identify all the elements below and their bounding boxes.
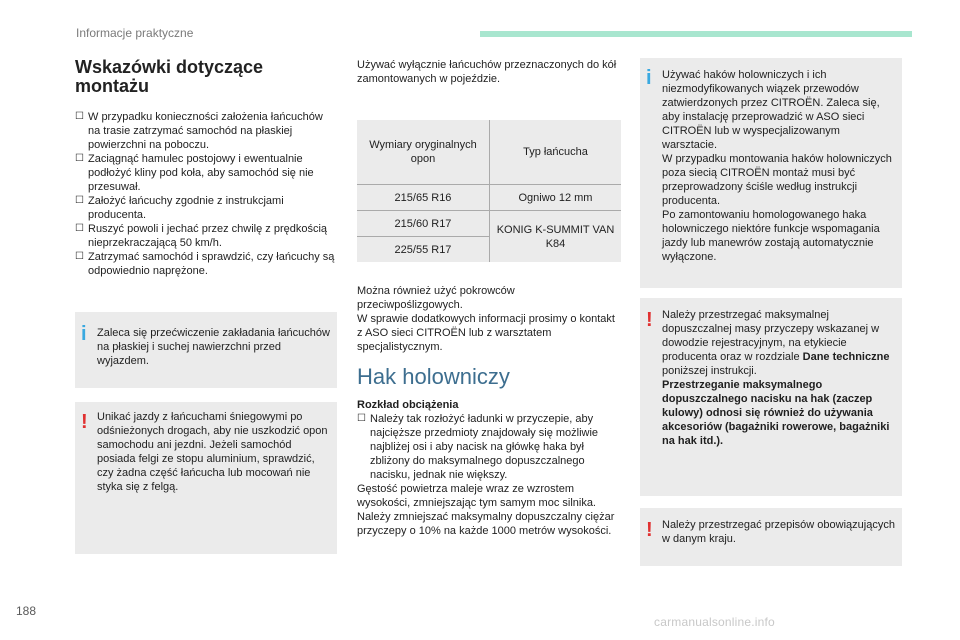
info-box-text: Zaleca się przećwiczenie zakładania łańcuchów na płaskiej i suchej nawierzchni przed wyjazdem.	[97, 327, 330, 367]
checkbox-icon: ☐	[75, 153, 84, 164]
checkbox-icon: ☐	[357, 413, 366, 424]
header-accent-bar	[480, 31, 912, 37]
list-item: ☐ Ruszyć powoli i jechać przez chwilę z prędkością nieprzekraczającą 50 km/h.	[75, 223, 328, 249]
checkbox-icon: ☐	[75, 195, 84, 206]
list-item: ☐ W przypadku konieczności założenia łańcuchów na trasie zatrzymać samochód na płaskiej powierzchni na poboczu.	[75, 111, 323, 151]
table-row: 225/55 R17	[357, 237, 621, 263]
watermark: carmanualsonline.info	[654, 615, 775, 629]
heading-line-2: montażu	[75, 76, 149, 96]
load-distribution-section	[357, 398, 621, 538]
heading-line-1: Wskazówki dotyczące	[75, 57, 264, 77]
list-item: ☐ Zaciągnąć hamulec postojowy i ewentualnie podłożyć kliny pod koła, aby samochód się nie przesuwał.	[75, 153, 314, 193]
warning-icon: !	[646, 309, 653, 331]
page-number: 188	[16, 604, 37, 618]
load-distribution-title: Rozkład obciążenia	[357, 399, 459, 411]
list-item: ☐ Założyć łańcuchy zgodnie z instrukcjami producenta.	[75, 195, 284, 221]
mounting-steps-list	[75, 110, 337, 278]
table-header-chain: Typ łańcucha	[490, 120, 622, 185]
checkbox-icon: ☐	[75, 111, 84, 122]
list-item: ☐ Należy tak rozłożyć ładunki w przyczepie, aby najcięższe przedmioty znajdowały się możliwie najbliżej osi i aby nacisk na główkę haka był zbliżony do maksymalnego dopuszczalnego nacisku, jednak nie większy.	[357, 413, 599, 481]
checkbox-icon: ☐	[75, 223, 84, 234]
column-2	[357, 58, 621, 86]
chains-intro: Używać wyłącznie łańcuchów przeznaczonych do kół zamontowanych w pojeździe.	[357, 59, 617, 85]
warning-icon: !	[81, 411, 88, 433]
towbar-warning-box: ! Należy przestrzegać maksymalnej dopuszczalnej masy przyczepy wskazanej w dowodzie rejestracyjnym, na etykiecie producenta oraz w rozdziale Dane techniczne poniższej instrukcji. Przestrzeganie maksymalnego dopuszczalnego nacisku na hak (zaczep kulowy) odnosi się również do używania akcesoriów (bagażniki rowerowe, bagażniki na hak itd.).	[640, 298, 902, 496]
info-icon: i	[81, 323, 87, 345]
info-box	[75, 312, 337, 388]
checkbox-icon: ☐	[75, 251, 84, 262]
warning-icon: !	[646, 519, 653, 541]
chains-notes: Można również użyć pokrowców przeciwpoślizgowych. W sprawie dodatkowych informacji prosimy o kontakt z ASO sieci CITROËN lub z warsztatem specjalistycznym.	[357, 285, 615, 353]
table-row: 215/60 R17 KONIG K-SUMMIT VAN K84	[357, 211, 621, 237]
chains-table	[357, 120, 621, 262]
warning-box	[75, 402, 337, 554]
regulations-warning-box: ! Należy przestrzegać przepisów obowiązujących w danym kraju.	[640, 508, 902, 566]
page-heading	[75, 58, 337, 96]
section-title: Informacje praktyczne	[76, 26, 194, 40]
warning-box-text: Unikać jazdy z łańcuchami śniegowymi po odśnieżonych drogach, aby nie uszkodzić opon samochodu ani jezdni. Jeżeli samochód posiada felgi ze stopu aluminium, sprawdzić, czy żadna część łańcucha lub mocowań nie styka się z felgą.	[97, 411, 328, 493]
towbar-info-box: i Używać haków holowniczych i ich niezmodyfikowanych wiązek przewodów zatwierdzonych przez CITROËN. Zaleca się, aby instalację przeprowadzić w ASO sieci CITROËN lub w wyspecjalizowanym warsztacie. W przypadku montowania haków holowniczych poza siecią CITROËN montaż musi być przeprowadzony ściśle według instrukcji producenta. Po zamontowaniu homologowanego haka holowniczego niektóre funkcje wspomagania jazdy lub manewrów zostają automatycznie wyłączone.	[640, 58, 902, 288]
table-row: 215/65 R16 Ogniwo 12 mm	[357, 185, 621, 211]
info-icon: i	[646, 67, 652, 89]
air-density-text: Gęstość powietrza maleje wraz ze wzrostem wysokości, zmniejszając tym samym moc silnika. Należy zmniejszać maksymalny dopuszczalny ciężar przyczepy o 10% na każde 1000 metrów wysokości.	[357, 483, 615, 537]
table-header-tyres: Wymiary oryginalnych opon	[357, 120, 490, 185]
column-1	[75, 58, 337, 278]
section-heading: Hak holowniczy	[357, 364, 510, 389]
list-item: ☐ Zatrzymać samochód i sprawdzić, czy łańcuchy są odpowiednio naprężone.	[75, 251, 335, 277]
